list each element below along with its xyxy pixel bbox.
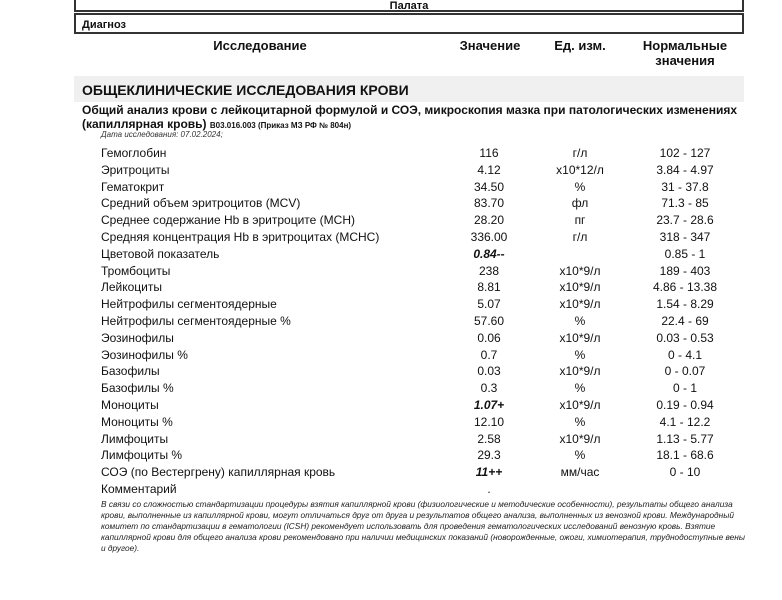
test-value: 116: [479, 146, 499, 160]
section-title: ОБЩЕКЛИНИЧЕСКИЕ ИССЛЕДОВАНИЯ КРОВИ: [74, 76, 744, 102]
test-value: 11++: [475, 465, 503, 480]
test-unit: x10*9/л: [559, 364, 601, 379]
test-name: Комментарий: [101, 482, 177, 496]
test-name: Тромбоциты: [101, 263, 171, 278]
test-value: 8.81: [477, 280, 501, 295]
table-row: [0, 448, 782, 465]
table-row: [0, 432, 782, 449]
test-name: Цветовой показатель: [101, 246, 220, 261]
test-norm: 22.4 - 69: [661, 314, 709, 328]
test-name: Эритроциты: [101, 162, 170, 177]
test-value: 12.10: [473, 414, 505, 429]
test-name: Базофилы: [101, 364, 160, 379]
test-name: Лейкоциты: [101, 280, 163, 295]
test-value: 5.07: [477, 297, 501, 312]
test-unit: x10*9/л: [559, 297, 601, 312]
column-header-test: Исследование: [213, 38, 307, 53]
table-row: [0, 213, 782, 230]
test-unit: x10*9/л: [559, 280, 601, 295]
column-header-norm: [625, 38, 745, 68]
test-name: Моноциты %: [101, 414, 173, 429]
test-value: 29.3: [477, 448, 501, 463]
test-norm: 0.03 - 0.53: [656, 330, 714, 345]
test-unit: %: [574, 179, 586, 194]
test-value: 34.50: [473, 179, 505, 194]
test-unit: x10*9/л: [559, 431, 601, 446]
test-unit: %: [574, 347, 586, 362]
test-name: Среднее содержание Hb в эритроците (MCH): [101, 213, 355, 228]
test-norm: 0.19 - 0.94: [656, 398, 714, 412]
table-row: [0, 415, 782, 432]
study-name: Общий анализ крови с лейкоцитарной формулой и СОЭ, микроскопия мазка при патологических изменениях (капиллярная кровь): [82, 103, 738, 131]
test-unit: x10*9/л: [559, 263, 601, 278]
norm-line1: Нормальные: [642, 38, 728, 53]
test-value: 336.00: [470, 230, 508, 244]
test-value: 57.60: [473, 314, 505, 328]
diagnosis-field: Диагноз: [74, 13, 744, 34]
test-name: Гемоглобин: [101, 146, 167, 160]
test-norm: 23.7 - 28.6: [656, 213, 714, 228]
test-unit: %: [574, 414, 586, 429]
test-norm: 189 - 403: [659, 263, 711, 278]
test-name: Нейтрофилы сегментоядерные: [101, 297, 277, 312]
table-row: [0, 398, 782, 415]
test-unit: %: [574, 381, 586, 396]
study-code: B03.016.003 (Приказ МЗ РФ № 804н): [209, 121, 352, 130]
test-norm: 102 - 127: [659, 146, 711, 160]
test-norm: 0 - 1: [672, 381, 697, 396]
table-row: [0, 163, 782, 180]
test-unit: мм/час: [560, 465, 600, 480]
test-norm: 0 - 4.1: [667, 347, 703, 362]
test-unit: пг: [574, 213, 586, 228]
test-value: 2.58: [477, 431, 501, 446]
test-norm: 318 - 347: [659, 230, 711, 244]
table-row: [0, 196, 782, 213]
table-row: [0, 331, 782, 348]
test-name: Базофилы %: [101, 381, 174, 396]
table-row: [0, 230, 782, 247]
test-name: Лимфоциты: [101, 431, 169, 446]
test-norm: 0 - 10: [669, 465, 701, 480]
table-row: [0, 465, 782, 482]
test-norm: 1.54 - 8.29: [656, 297, 714, 312]
test-norm: 3.84 - 4.97: [656, 162, 714, 177]
comment-note: В связи со сложностью стандартизации процедуры взятия капиллярной крови (физиологические и методические особенности), результаты общего анализа крови, выполненные из капиллярной крови, могут отличаться друг от друга и результатов общего анализа, выполненных из венозной крови. Международный комитет по стандартизации в гематологии (ICSH) рекомендует использовать для проведения гематологических исследований венозную кровь. Взятие капиллярной крови для общего анализа крови рекомендовано при наличии медицинских показаний (новорожденные, ожоги, химиотерапия, труднодоступные вены и другое).: [101, 499, 745, 553]
test-name: Эозинофилы %: [101, 347, 188, 362]
table-row: [0, 180, 782, 197]
table-row: [0, 280, 782, 297]
test-norm: 1.13 - 5.77: [656, 431, 714, 446]
test-value: 0.06: [477, 330, 501, 345]
test-name: Нейтрофилы сегментоядерные %: [101, 314, 291, 328]
table-row: [0, 314, 782, 331]
test-value: 0.3: [480, 381, 498, 396]
test-norm: 0.85 - 1: [664, 246, 706, 261]
table-row: [0, 247, 782, 264]
test-unit: x10*12/л: [556, 162, 604, 177]
test-value: 83.70: [473, 196, 505, 211]
test-value: 4.12: [477, 162, 501, 177]
test-value: 0.7: [480, 347, 498, 362]
study-date: Дата исследования: 07.02.2024;: [101, 130, 223, 139]
test-value: 28.20: [473, 213, 505, 228]
test-name: Средний объем эритроцитов (MCV): [101, 196, 301, 211]
test-unit: фл: [571, 196, 589, 211]
table-row: [0, 146, 782, 163]
palata-field: Палата: [74, 0, 744, 12]
test-norm: 4.86 - 13.38: [652, 280, 718, 295]
table-row: [0, 264, 782, 281]
test-norm: 4.1 - 12.2: [659, 414, 711, 429]
study-title: [82, 103, 742, 133]
test-name: СОЭ (по Вестергрену) капиллярная кровь: [101, 465, 336, 480]
test-norm: 31 - 37.8: [661, 179, 709, 194]
column-header-value: Значение: [459, 38, 521, 53]
test-value: 238: [478, 263, 500, 278]
test-name: Моноциты: [101, 398, 159, 412]
test-unit: x10*9/л: [559, 398, 601, 412]
table-row: [0, 482, 782, 499]
test-name: Лимфоциты %: [101, 448, 183, 463]
table-row: [0, 297, 782, 314]
test-norm: 71.3 - 85: [661, 196, 709, 211]
test-norm: 0 - 0.07: [664, 364, 706, 379]
test-unit: %: [574, 448, 586, 463]
table-row: [0, 381, 782, 398]
test-value: 0.84--: [473, 246, 505, 261]
test-norm: 18.1 - 68.6: [656, 448, 714, 463]
test-name: Гематокрит: [101, 179, 165, 194]
test-value: .: [487, 482, 491, 496]
test-value: 1.07+: [473, 398, 505, 412]
test-unit: г/л: [572, 230, 588, 244]
norm-line2: значения: [655, 53, 715, 68]
test-unit: x10*9/л: [559, 330, 601, 345]
test-name: Средняя концентрация Hb в эритроцитах (MCHC): [101, 230, 380, 244]
table-row: [0, 348, 782, 365]
test-value: 0.03: [477, 364, 501, 379]
test-unit: г/л: [572, 146, 588, 160]
column-header-unit: Ед. изм.: [554, 38, 606, 53]
table-row: [0, 364, 782, 381]
test-name: Эозинофилы: [101, 330, 174, 345]
test-unit: %: [574, 314, 586, 328]
